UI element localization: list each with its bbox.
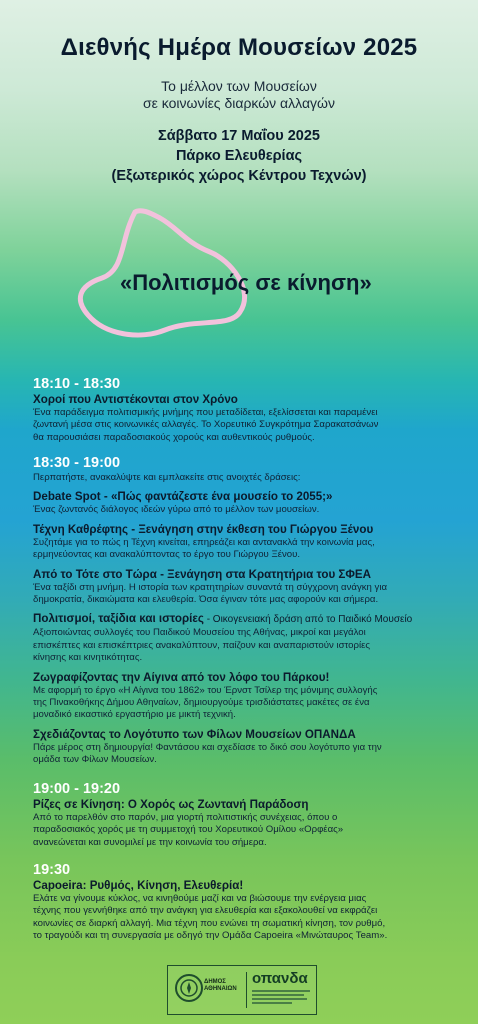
event-description-line: κοινωνίες σε διαρκή αλλαγή. Μια τέχνη που ενώνει τη σωματική κίνηση, τον ρυθμό, [33, 917, 386, 929]
event-description-line: Ελάτε να γίνουμε κύκλος, να κινηθούμε μαζί και να βιώσουμε την ενέργεια μιας [33, 893, 367, 904]
subtitle-line-2: σε κοινωνίες διαρκών αλλαγών [143, 95, 335, 111]
event-description-line: δημοκρατία, δικαιώματα και ελευθερία. Όσα έγιναν τότε μας αφορούν και σήμερα. [33, 594, 379, 606]
event-description-line: Ένας ζωντανός διάλογος ιδεών γύρω από το μέλλον των μουσείων. [33, 504, 320, 516]
sponsor-logos [167, 965, 317, 1015]
municipality-emblem-icon [174, 973, 204, 1003]
event-title: Χοροί που Αντιστέκονται στον Χρόνο [33, 393, 238, 406]
event-description-line: τέχνης που γεννήθηκε από την ανάγκη για ελευθερία και εξακολουθεί να εκφράζει [33, 905, 378, 917]
event-title: Τέχνη Καθρέφτης - Ξενάγηση στην έκθεση του Γιώργου Ξένου [33, 522, 374, 536]
program-slot-3 [33, 780, 453, 849]
event-title: Από το Τότε στο Τώρα - Ξενάγηση στα Κρατητήρια του ΣΦΕΑ [33, 567, 371, 581]
event-title: Ρίζες σε Κίνηση: Ο Χορός ως Ζωντανή Παράδοση [33, 798, 309, 811]
event-description-line: ανανεώνεται και συνομιλεί με την κοινωνία του σήμερα. [33, 836, 267, 848]
event-title: Debate Spot - «Πώς φαντάζεστε ένα μουσείο το 2055;» [33, 490, 333, 504]
event-description-line: Συζητάμε για το πώς η Τέχνη κινείται, επηρεάζει και αντανακλά την κοινωνία μας, [33, 536, 375, 548]
event-location: Πάρκο Ελευθερίας [175, 148, 303, 164]
program-slot-2 [33, 454, 453, 767]
event-description-line: ερμηνεύοντας και ανακαλύπτοντας το έργο του Γιώργου Ξένου. [33, 549, 301, 561]
event-description-line: επισκέπτες και επισκέπτριες ανακαλύπτουν, παίζουν και αναπαριστούν ιστορίες [33, 639, 370, 651]
program-slot-4 [33, 861, 453, 943]
opanda-fine-print [252, 990, 312, 1008]
event-date: Σάββατο 17 Μαΐου 2025 [158, 128, 320, 144]
poster-title: Διεθνής Ημέρα Μουσείων 2025 [60, 34, 418, 61]
event-description-line: ζωντανή μέσα στις κοινωνικές αλλαγές. Το Χορευτικό Συγκρότημα Σαρακατσάνων [33, 419, 379, 431]
event-title: Capoeira: Ρυθμός, Κίνηση, Ελευθερία! [33, 879, 244, 892]
event-title: Ζωγραφίζοντας την Αίγινα από τον λόφο του Πάρκου! [33, 670, 330, 684]
event-location-detail: (Εξωτερικός χώρος Κέντρου Τεχνών) [111, 168, 367, 184]
event-description-line: Ένα ταξίδι στη μνήμη. Η ιστορία των κρατητηρίων συναντά τη σύγχρονη ανάγκη για [33, 581, 388, 593]
event-title-tail: - Οικογενειακή δράση από το Παιδικό Μουσείο [203, 614, 413, 626]
slot-time: 18:30 - 19:00 [33, 455, 121, 471]
event-description-line: θα παρουσιάσει παραδοσιακούς χορούς και αυθεντικούς ρυθμούς. [33, 431, 315, 443]
event-description-line: ομάδα των Φίλων Μουσείων. [33, 754, 157, 766]
slot-time: 19:00 - 19:20 [33, 781, 121, 797]
event-description-line: παραδοσιακός χορός με τη συμμετοχή του Χορευτικού Ομίλου «Ορφέας» [33, 824, 344, 836]
subtitle-line-1: Το μέλλον των Μουσείων [161, 78, 317, 94]
opanda-logo: οπανδα [252, 970, 308, 987]
event-description-line: Αξιοποιώντας συλλογές του Παιδικού Μουσείου της Αθήνας, μικροί και μεγάλοι [33, 627, 366, 639]
logo-divider [246, 972, 247, 1008]
event-description-line: μοναδικό εικαστικό εργαστήριο με μικτή τεχνική. [33, 709, 236, 721]
event-description-line: Πάρε μέρος στη δημιουργία! Φαντάσου και σχεδίασε το δικό σου λογότυπο για την [33, 741, 382, 753]
slot-intro: Περπατήστε, ανακαλύψτε και εμπλακείτε στις ανοιχτές δράσεις: [33, 472, 301, 483]
event-description-line: Ένα παράδειγμα πολιτισμικής μνήμης που μεταδίδεται, εξελίσσεται και παραμένει [33, 407, 378, 418]
slogan: «Πολιτισμός σε κίνηση» [120, 270, 372, 295]
slot-time: 18:10 - 18:30 [33, 376, 121, 392]
municipality-logo-text: ΔΗΜΟΣ ΑΘΗΝΑΙΩΝ [204, 979, 237, 992]
program-slot-1 [33, 375, 453, 444]
event-description-line: το τραγούδι και τη συνεργασία με οδηγό την Ομάδα Capoeira «Μινώταυρος Team». [33, 930, 388, 942]
event-description-line: κίνησης και κινητικότητας. [33, 652, 143, 664]
event-description-line: της Πινακοθήκης Δήμου Αθηναίων, δημιουργούμε τρισδιάστατες μακέτες σε ένα [33, 697, 370, 709]
event-title-bold: Πολιτισμοί, ταξίδια και ιστορίες [33, 612, 204, 626]
event-title: Σχεδιάζοντας το Λογότυπο των Φίλων Μουσείων ΟΠΑΝΔΑ [33, 727, 356, 741]
event-description-line: Με αφορμή το έργο «Η Αίγινα του 1862» του Έρνστ Τσίλερ της μόνιμης συλλογής [33, 684, 378, 696]
event-title [33, 612, 453, 627]
slot-time: 19:30 [33, 862, 71, 878]
event-description-line: Από το παρελθόν στο παρόν, μια γιορτή πολιτιστικής συνέχειας, όπου ο [33, 812, 338, 823]
